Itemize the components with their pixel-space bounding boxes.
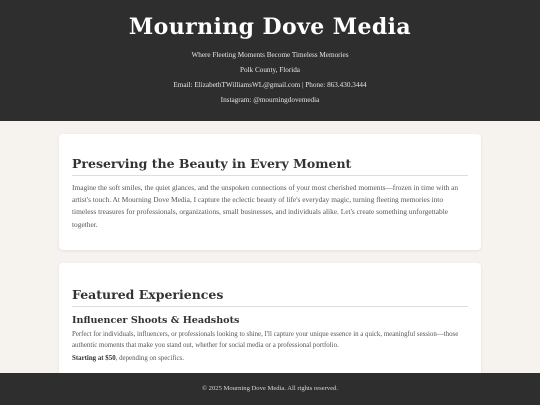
main-content: [0, 121, 540, 373]
site-header: [0, 0, 540, 121]
featured-title: Featured Experiences: [72, 287, 468, 307]
location: Polk County, Florida: [239, 66, 301, 74]
intro-text: Imagine the soft smiles, the quiet glances, and the unspoken connections of your most cherished moments—frozen in time with an artist's touch. At Mourning Dove Media, I capture the eclectic beauty of life's everyday magic, turning fleeting memories into timeless treasures for professionals, organizations, small businesses, and individuals alike. Let's create something unforgettable together.: [72, 183, 459, 229]
copyright-text: © 2025 Mourning Dove Media. All rights reserved.: [202, 385, 338, 392]
brand-title: Mourning Dove Media: [128, 14, 412, 40]
service-title: Influencer Shoots & Headshots: [72, 315, 240, 326]
service-price: [72, 355, 468, 362]
featured-card: [59, 263, 481, 373]
contact-info[interactable]: Email: ElizabethTWilliamsWL@gmail.com | Phone: 863.430.3444: [173, 81, 367, 89]
service-item: [72, 315, 468, 362]
service-price-label: Starting at $50: [72, 355, 116, 363]
service-price-note: , depending on specifics.: [115, 355, 184, 363]
site-footer: [0, 373, 540, 405]
service-description: Perfect for individuals, influencers, or professionals looking to shine, I'll capture your unique essence in a quick, meaningful session—those authentic moments that make you stand out, whether for social media or a professional portfolio.: [72, 331, 459, 350]
intro-title: Preserving the Beauty in Every Moment: [72, 156, 468, 176]
instagram-handle[interactable]: Instagram: @mourningdovemedia: [220, 96, 320, 104]
tagline: Where Fleeting Moments Become Timeless Memories: [191, 51, 349, 59]
intro-card: [59, 134, 481, 250]
